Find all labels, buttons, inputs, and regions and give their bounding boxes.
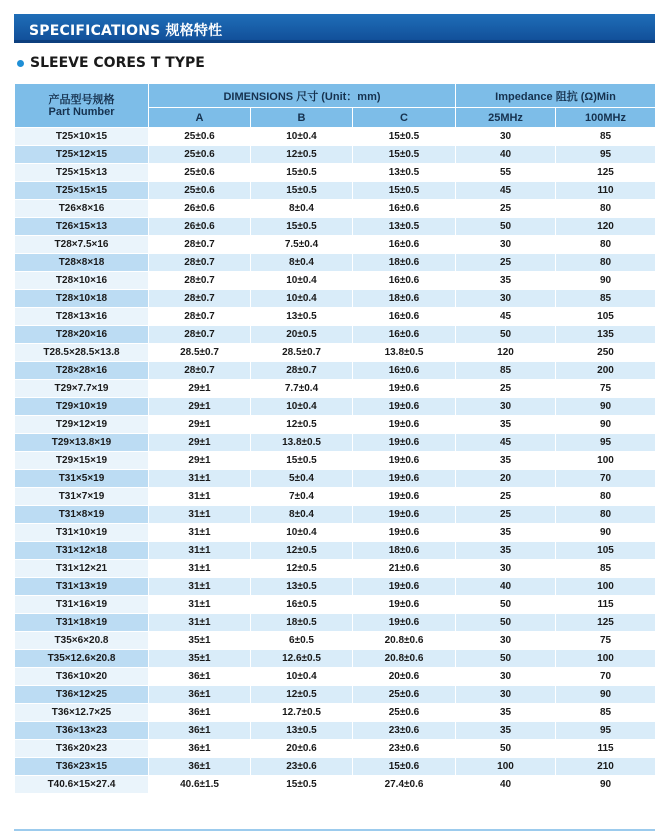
dimension-c-cell: 23±0.6: [353, 722, 456, 740]
impedance-25mhz-cell: 35: [456, 704, 556, 722]
part-number-cell: T36×23×15: [15, 758, 149, 776]
dimension-b-cell: 12.6±0.5: [251, 650, 353, 668]
dimension-c-cell: 18±0.6: [353, 542, 456, 560]
column-25mhz-header: 25MHz: [456, 108, 556, 128]
dimension-b-cell: 10±0.4: [251, 290, 353, 308]
dimension-a-cell: 31±1: [149, 542, 251, 560]
part-number-cell: T29×7.7×19: [15, 380, 149, 398]
impedance-25mhz-cell: 50: [456, 218, 556, 236]
impedance-25mhz-cell: 45: [456, 182, 556, 200]
dimension-a-cell: 35±1: [149, 632, 251, 650]
impedance-25mhz-cell: 25: [456, 380, 556, 398]
impedance-100mhz-cell: 70: [556, 668, 656, 686]
specifications-banner: [14, 14, 655, 43]
part-number-cell: T36×20×23: [15, 740, 149, 758]
part-number-cell: T35×12.6×20.8: [15, 650, 149, 668]
dimensions-header: DIMENSIONS 尺寸 (Unit：mm): [149, 84, 456, 108]
dimension-b-cell: 13.8±0.5: [251, 434, 353, 452]
dimension-a-cell: 29±1: [149, 380, 251, 398]
impedance-25mhz-cell: 55: [456, 164, 556, 182]
table-row: [15, 452, 656, 470]
column-100mhz-header: 100MHz: [556, 108, 656, 128]
part-number-cell: T31×10×19: [15, 524, 149, 542]
impedance-100mhz-cell: 70: [556, 470, 656, 488]
dimension-c-cell: 25±0.6: [353, 704, 456, 722]
part-number-cell: T25×15×15: [15, 182, 149, 200]
part-number-cell: T29×10×19: [15, 398, 149, 416]
banner-title: SPECIFICATIONS 规格特性: [29, 23, 223, 39]
part-number-cell: T28.5×28.5×13.8: [15, 344, 149, 362]
dimension-b-cell: 12±0.5: [251, 560, 353, 578]
dimension-a-cell: 25±0.6: [149, 128, 251, 146]
table-row: [15, 362, 656, 380]
table-row: [15, 200, 656, 218]
impedance-25mhz-cell: 35: [456, 416, 556, 434]
impedance-100mhz-cell: 110: [556, 182, 656, 200]
impedance-header: Impedance 阻抗 (Ω)Min: [456, 84, 656, 108]
dimension-a-cell: 28.5±0.7: [149, 344, 251, 362]
part-number-cell: T36×10×20: [15, 668, 149, 686]
dimension-a-cell: 28±0.7: [149, 362, 251, 380]
impedance-100mhz-cell: 80: [556, 488, 656, 506]
impedance-100mhz-cell: 115: [556, 596, 656, 614]
part-number-cell: T29×12×19: [15, 416, 149, 434]
part-number-cell: T28×28×16: [15, 362, 149, 380]
part-number-cell: T36×12.7×25: [15, 704, 149, 722]
dimension-a-cell: 36±1: [149, 758, 251, 776]
dimension-b-cell: 12±0.5: [251, 146, 353, 164]
dimension-b-cell: 23±0.6: [251, 758, 353, 776]
dimension-b-cell: 6±0.5: [251, 632, 353, 650]
impedance-100mhz-cell: 210: [556, 758, 656, 776]
impedance-100mhz-cell: 90: [556, 398, 656, 416]
dimension-b-cell: 10±0.4: [251, 668, 353, 686]
impedance-25mhz-cell: 85: [456, 362, 556, 380]
impedance-25mhz-cell: 25: [456, 488, 556, 506]
part-number-cell: T29×15×19: [15, 452, 149, 470]
dimension-a-cell: 28±0.7: [149, 236, 251, 254]
dimension-c-cell: 19±0.6: [353, 524, 456, 542]
impedance-25mhz-cell: 25: [456, 506, 556, 524]
dimension-c-cell: 18±0.6: [353, 290, 456, 308]
table-row: [15, 164, 656, 182]
header-row-top: [15, 84, 656, 108]
dimension-c-cell: 15±0.5: [353, 182, 456, 200]
dimension-c-cell: 16±0.6: [353, 308, 456, 326]
table-row: [15, 524, 656, 542]
part-number-cell: T36×12×25: [15, 686, 149, 704]
dimension-b-cell: 8±0.4: [251, 200, 353, 218]
dimension-b-cell: 8±0.4: [251, 506, 353, 524]
dimension-c-cell: 23±0.6: [353, 740, 456, 758]
part-number-cell: T28×10×18: [15, 290, 149, 308]
impedance-100mhz-cell: 90: [556, 524, 656, 542]
dimension-b-cell: 10±0.4: [251, 524, 353, 542]
table-row: [15, 686, 656, 704]
impedance-25mhz-cell: 50: [456, 650, 556, 668]
impedance-100mhz-cell: 85: [556, 128, 656, 146]
section-title: SLEEVE CORES T TYPE: [30, 55, 205, 71]
dimension-c-cell: 20.8±0.6: [353, 650, 456, 668]
column-a-header: A: [149, 108, 251, 128]
dimension-a-cell: 28±0.7: [149, 254, 251, 272]
impedance-25mhz-cell: 40: [456, 776, 556, 794]
dimension-c-cell: 16±0.6: [353, 200, 456, 218]
dimension-b-cell: 12.7±0.5: [251, 704, 353, 722]
part-number-cell: T31×7×19: [15, 488, 149, 506]
impedance-25mhz-cell: 50: [456, 614, 556, 632]
impedance-25mhz-cell: 30: [456, 398, 556, 416]
dimension-b-cell: 8±0.4: [251, 254, 353, 272]
dimension-c-cell: 16±0.6: [353, 362, 456, 380]
dimension-a-cell: 29±1: [149, 416, 251, 434]
dimension-b-cell: 16±0.5: [251, 596, 353, 614]
impedance-100mhz-cell: 250: [556, 344, 656, 362]
impedance-100mhz-cell: 125: [556, 164, 656, 182]
dimension-b-cell: 15±0.5: [251, 182, 353, 200]
impedance-100mhz-cell: 100: [556, 578, 656, 596]
dimension-b-cell: 18±0.5: [251, 614, 353, 632]
table-row: [15, 398, 656, 416]
dimension-b-cell: 5±0.4: [251, 470, 353, 488]
dimension-b-cell: 15±0.5: [251, 452, 353, 470]
dimension-c-cell: 16±0.6: [353, 326, 456, 344]
impedance-25mhz-cell: 30: [456, 632, 556, 650]
dimension-b-cell: 12±0.5: [251, 416, 353, 434]
dimension-c-cell: 19±0.6: [353, 614, 456, 632]
impedance-100mhz-cell: 125: [556, 614, 656, 632]
dimension-c-cell: 25±0.6: [353, 686, 456, 704]
part-number-header: [15, 84, 149, 128]
specifications-table: [14, 83, 656, 794]
dimension-a-cell: 29±1: [149, 452, 251, 470]
dimension-c-cell: 19±0.6: [353, 506, 456, 524]
impedance-25mhz-cell: 30: [456, 668, 556, 686]
impedance-100mhz-cell: 120: [556, 218, 656, 236]
impedance-25mhz-cell: 35: [456, 524, 556, 542]
table-row: [15, 308, 656, 326]
impedance-25mhz-cell: 50: [456, 740, 556, 758]
impedance-25mhz-cell: 35: [456, 272, 556, 290]
dimension-c-cell: 18±0.6: [353, 254, 456, 272]
dimension-b-cell: 13±0.5: [251, 578, 353, 596]
dimension-a-cell: 29±1: [149, 434, 251, 452]
dimension-c-cell: 19±0.6: [353, 488, 456, 506]
dimension-c-cell: 16±0.6: [353, 272, 456, 290]
table-row: [15, 146, 656, 164]
impedance-25mhz-cell: 40: [456, 578, 556, 596]
part-number-header-en: Part Number: [48, 105, 115, 118]
dimension-a-cell: 35±1: [149, 650, 251, 668]
impedance-100mhz-cell: 75: [556, 632, 656, 650]
part-number-cell: T31×12×18: [15, 542, 149, 560]
impedance-100mhz-cell: 95: [556, 722, 656, 740]
dimension-a-cell: 36±1: [149, 704, 251, 722]
impedance-25mhz-cell: 35: [456, 722, 556, 740]
part-number-cell: T29×13.8×19: [15, 434, 149, 452]
impedance-25mhz-cell: 100: [456, 758, 556, 776]
impedance-25mhz-cell: 30: [456, 128, 556, 146]
impedance-100mhz-cell: 105: [556, 308, 656, 326]
dimension-c-cell: 15±0.5: [353, 146, 456, 164]
part-number-cell: T26×15×13: [15, 218, 149, 236]
impedance-25mhz-cell: 50: [456, 326, 556, 344]
dimension-a-cell: 31±1: [149, 614, 251, 632]
dimension-a-cell: 25±0.6: [149, 146, 251, 164]
dimension-a-cell: 25±0.6: [149, 164, 251, 182]
impedance-25mhz-cell: 45: [456, 434, 556, 452]
impedance-25mhz-cell: 50: [456, 596, 556, 614]
dimension-a-cell: 26±0.6: [149, 200, 251, 218]
dimension-a-cell: 29±1: [149, 398, 251, 416]
dimension-c-cell: 16±0.6: [353, 236, 456, 254]
part-number-header-cn: 产品型号规格: [48, 93, 115, 106]
impedance-100mhz-cell: 95: [556, 434, 656, 452]
dimension-c-cell: 15±0.5: [353, 128, 456, 146]
dimension-a-cell: 31±1: [149, 524, 251, 542]
impedance-100mhz-cell: 200: [556, 362, 656, 380]
impedance-25mhz-cell: 30: [456, 560, 556, 578]
table-row: [15, 236, 656, 254]
dimension-c-cell: 13±0.5: [353, 164, 456, 182]
impedance-100mhz-cell: 105: [556, 542, 656, 560]
dimension-a-cell: 31±1: [149, 560, 251, 578]
impedance-100mhz-cell: 90: [556, 416, 656, 434]
impedance-25mhz-cell: 40: [456, 146, 556, 164]
part-number-cell: T40.6×15×27.4: [15, 776, 149, 794]
dimension-a-cell: 31±1: [149, 506, 251, 524]
impedance-25mhz-cell: 20: [456, 470, 556, 488]
part-number-cell: T31×5×19: [15, 470, 149, 488]
dimension-a-cell: 31±1: [149, 488, 251, 506]
table-row: [15, 344, 656, 362]
table-row: [15, 578, 656, 596]
part-number-cell: T28×7.5×16: [15, 236, 149, 254]
dimension-c-cell: 19±0.6: [353, 470, 456, 488]
dimension-a-cell: 36±1: [149, 740, 251, 758]
table-row: [15, 506, 656, 524]
dimension-a-cell: 25±0.6: [149, 182, 251, 200]
dimension-b-cell: 15±0.5: [251, 164, 353, 182]
table-row: [15, 758, 656, 776]
dimension-b-cell: 13±0.5: [251, 722, 353, 740]
column-b-header: B: [251, 108, 353, 128]
table-row: [15, 668, 656, 686]
part-number-cell: T25×15×13: [15, 164, 149, 182]
impedance-100mhz-cell: 135: [556, 326, 656, 344]
impedance-25mhz-cell: 30: [456, 236, 556, 254]
dimension-c-cell: 19±0.6: [353, 380, 456, 398]
column-c-header: C: [353, 108, 456, 128]
dimension-b-cell: 10±0.4: [251, 128, 353, 146]
bottom-rule: [14, 829, 655, 831]
dimension-c-cell: 19±0.6: [353, 578, 456, 596]
dimension-c-cell: 19±0.6: [353, 452, 456, 470]
impedance-25mhz-cell: 25: [456, 254, 556, 272]
dimension-a-cell: 26±0.6: [149, 218, 251, 236]
bullet-icon: [17, 60, 24, 67]
dimension-c-cell: 21±0.6: [353, 560, 456, 578]
part-number-cell: T31×16×19: [15, 596, 149, 614]
dimension-a-cell: 31±1: [149, 596, 251, 614]
table-row: [15, 326, 656, 344]
table-row: [15, 416, 656, 434]
dimension-b-cell: 12±0.5: [251, 542, 353, 560]
table-row: [15, 704, 656, 722]
impedance-25mhz-cell: 35: [456, 452, 556, 470]
dimension-a-cell: 28±0.7: [149, 326, 251, 344]
dimension-b-cell: 12±0.5: [251, 686, 353, 704]
part-number-cell: T28×10×16: [15, 272, 149, 290]
table-row: [15, 542, 656, 560]
dimension-a-cell: 40.6±1.5: [149, 776, 251, 794]
table-row: [15, 218, 656, 236]
impedance-100mhz-cell: 80: [556, 200, 656, 218]
table-row: [15, 596, 656, 614]
table-row: [15, 614, 656, 632]
impedance-100mhz-cell: 80: [556, 236, 656, 254]
dimension-b-cell: 13±0.5: [251, 308, 353, 326]
impedance-100mhz-cell: 85: [556, 290, 656, 308]
impedance-100mhz-cell: 90: [556, 776, 656, 794]
table-row: [15, 632, 656, 650]
impedance-100mhz-cell: 80: [556, 506, 656, 524]
dimension-b-cell: 20±0.6: [251, 740, 353, 758]
impedance-100mhz-cell: 80: [556, 254, 656, 272]
impedance-100mhz-cell: 95: [556, 146, 656, 164]
impedance-25mhz-cell: 35: [456, 542, 556, 560]
impedance-100mhz-cell: 100: [556, 452, 656, 470]
impedance-100mhz-cell: 85: [556, 704, 656, 722]
part-number-cell: T28×13×16: [15, 308, 149, 326]
part-number-cell: T26×8×16: [15, 200, 149, 218]
dimension-a-cell: 28±0.7: [149, 308, 251, 326]
dimension-c-cell: 20±0.6: [353, 668, 456, 686]
part-number-cell: T31×12×21: [15, 560, 149, 578]
part-number-cell: T25×12×15: [15, 146, 149, 164]
table-row: [15, 488, 656, 506]
table-row: [15, 434, 656, 452]
part-number-cell: T31×8×19: [15, 506, 149, 524]
table-row: [15, 650, 656, 668]
dimension-a-cell: 36±1: [149, 686, 251, 704]
impedance-25mhz-cell: 45: [456, 308, 556, 326]
part-number-cell: T31×18×19: [15, 614, 149, 632]
impedance-100mhz-cell: 115: [556, 740, 656, 758]
dimension-c-cell: 15±0.6: [353, 758, 456, 776]
table-row: [15, 776, 656, 794]
part-number-cell: T25×10×15: [15, 128, 149, 146]
dimension-c-cell: 27.4±0.6: [353, 776, 456, 794]
dimension-c-cell: 19±0.6: [353, 398, 456, 416]
part-number-cell: T31×13×19: [15, 578, 149, 596]
table-row: [15, 254, 656, 272]
dimension-a-cell: 31±1: [149, 578, 251, 596]
part-number-cell: T28×20×16: [15, 326, 149, 344]
dimension-c-cell: 19±0.6: [353, 434, 456, 452]
dimension-b-cell: 20±0.5: [251, 326, 353, 344]
table-row: [15, 380, 656, 398]
dimension-b-cell: 10±0.4: [251, 272, 353, 290]
table-row: [15, 740, 656, 758]
part-number-cell: T28×8×18: [15, 254, 149, 272]
dimension-b-cell: 7.5±0.4: [251, 236, 353, 254]
dimension-a-cell: 36±1: [149, 722, 251, 740]
dimension-b-cell: 7.7±0.4: [251, 380, 353, 398]
part-number-cell: T35×6×20.8: [15, 632, 149, 650]
table-row: [15, 272, 656, 290]
impedance-100mhz-cell: 90: [556, 686, 656, 704]
dimension-b-cell: 7±0.4: [251, 488, 353, 506]
dimension-b-cell: 15±0.5: [251, 218, 353, 236]
table-row: [15, 290, 656, 308]
table-row: [15, 722, 656, 740]
table-row: [15, 128, 656, 146]
dimension-b-cell: 10±0.4: [251, 398, 353, 416]
impedance-25mhz-cell: 120: [456, 344, 556, 362]
part-number-cell: T36×13×23: [15, 722, 149, 740]
impedance-100mhz-cell: 100: [556, 650, 656, 668]
dimension-c-cell: 19±0.6: [353, 596, 456, 614]
dimension-b-cell: 28.5±0.7: [251, 344, 353, 362]
impedance-25mhz-cell: 25: [456, 200, 556, 218]
dimension-c-cell: 13.8±0.5: [353, 344, 456, 362]
dimension-a-cell: 31±1: [149, 470, 251, 488]
dimension-c-cell: 19±0.6: [353, 416, 456, 434]
dimension-a-cell: 28±0.7: [149, 290, 251, 308]
impedance-100mhz-cell: 90: [556, 272, 656, 290]
table-row: [15, 560, 656, 578]
impedance-100mhz-cell: 85: [556, 560, 656, 578]
impedance-25mhz-cell: 30: [456, 290, 556, 308]
table-row: [15, 470, 656, 488]
dimension-b-cell: 15±0.5: [251, 776, 353, 794]
table-row: [15, 182, 656, 200]
dimension-c-cell: 20.8±0.6: [353, 632, 456, 650]
dimension-c-cell: 13±0.5: [353, 218, 456, 236]
dimension-b-cell: 28±0.7: [251, 362, 353, 380]
impedance-100mhz-cell: 75: [556, 380, 656, 398]
dimension-a-cell: 36±1: [149, 668, 251, 686]
table-body: [15, 128, 656, 794]
impedance-25mhz-cell: 30: [456, 686, 556, 704]
dimension-a-cell: 28±0.7: [149, 272, 251, 290]
